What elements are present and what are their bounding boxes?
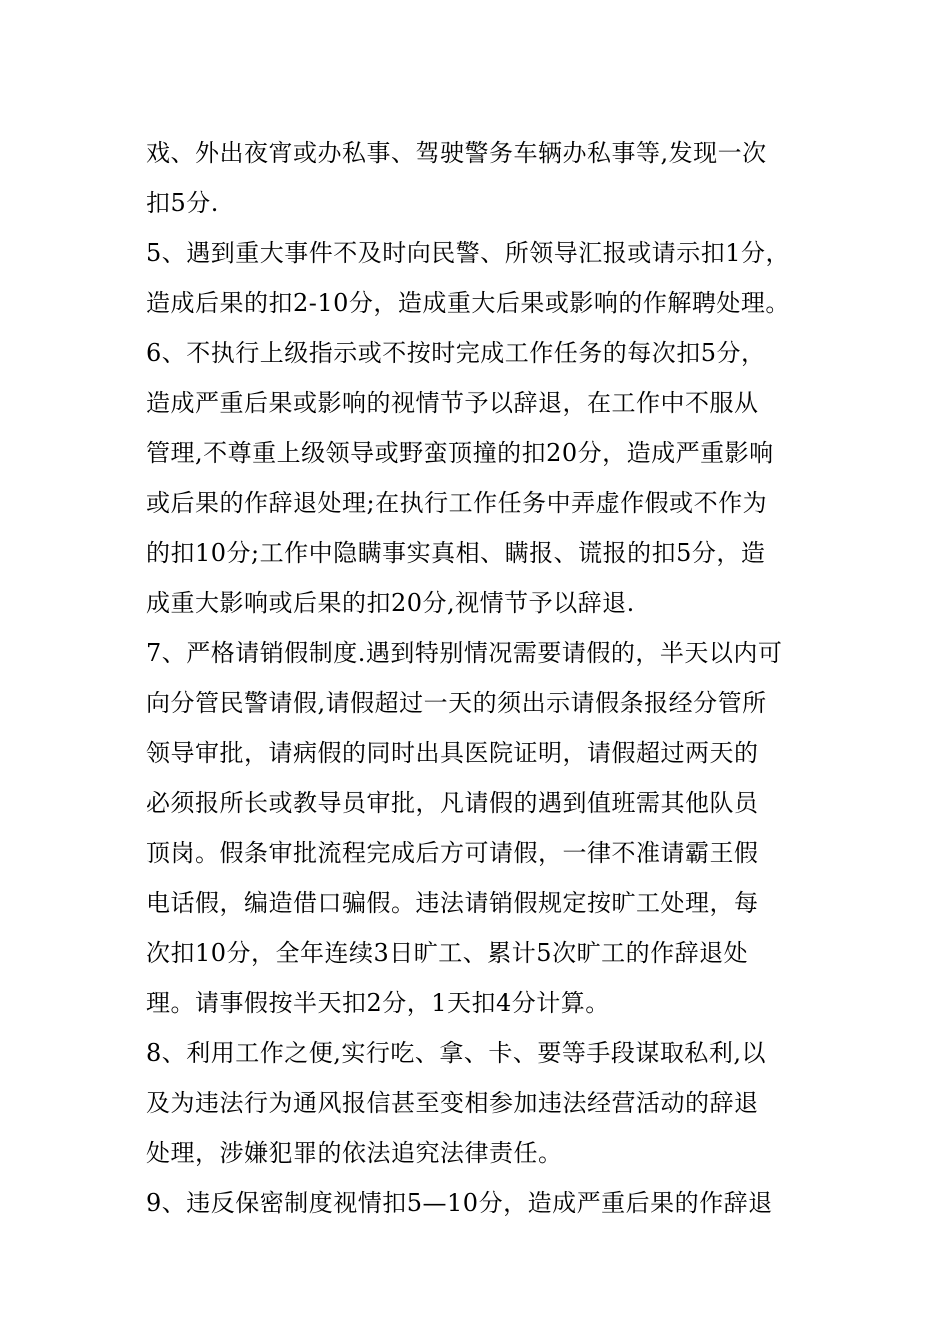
text-line: 管理,不尊重上级领导或野蛮顶撞的扣20分，造成严重影响 [146, 439, 774, 467]
text-line: 戏、外出夜宵或办私事、驾驶警务车辆办私事等,发现一次 [146, 139, 767, 167]
text-line: 领导审批，请病假的同时出具医院证明，请假超过两天的 [146, 739, 759, 767]
text-line: 6、不执行上级指示或不按时完成工作任务的每次扣5分， [146, 339, 766, 367]
text-line: 及为违法行为通风报信甚至变相参加违法经营活动的辞退 [146, 1089, 759, 1117]
text-line: 或后果的作辞退处理;在执行工作任务中弄虚作假或不作为 [146, 489, 768, 517]
text-line: 必须报所长或教导员审批，凡请假的遇到值班需其他队员 [146, 789, 759, 817]
text-line: 7、严格请销假制度.遇到特别情况需要请假的，半天以内可 [146, 639, 783, 667]
text-line: 电话假，编造借口骗假。违法请销假规定按旷工处理，每 [146, 889, 759, 917]
text-line: 顶岗。假条审批流程完成后方可请假，一律不准请霸王假 [146, 839, 759, 867]
text-line: 造成严重后果或影响的视情节予以辞退，在工作中不服从 [146, 389, 759, 417]
text-line: 9、违反保密制度视情扣5—10分，造成严重后果的作辞退 [146, 1189, 773, 1217]
text-line: 向分管民警请假,请假超过一天的须出示请假条报经分管所 [146, 689, 767, 717]
text-line: 5、遇到重大事件不及时向民警、所领导汇报或请示扣1分， [146, 239, 791, 267]
text-line: 8、利用工作之便,实行吃、拿、卡、要等手段谋取私利,以 [146, 1039, 767, 1067]
text-line: 处理，涉嫌犯罪的依法追究法律责任。 [146, 1139, 563, 1167]
document-body [146, 128, 816, 1228]
text-line: 的扣10分;工作中隐瞒事实真相、瞒报、谎报的扣5分，造 [146, 539, 766, 567]
text-line: 成重大影响或后果的扣20分,视情节予以辞退. [146, 589, 635, 617]
text-line: 理。请事假按半天扣2分，1天扣4分计算。 [146, 989, 610, 1017]
text-line: 次扣10分，全年连续3日旷工、累计5次旷工的作辞退处 [146, 939, 749, 967]
text-line: 造成后果的扣2-10分，造成重大后果或影响的作解聘处理。 [146, 289, 790, 317]
text-line: 扣5分. [146, 189, 219, 217]
